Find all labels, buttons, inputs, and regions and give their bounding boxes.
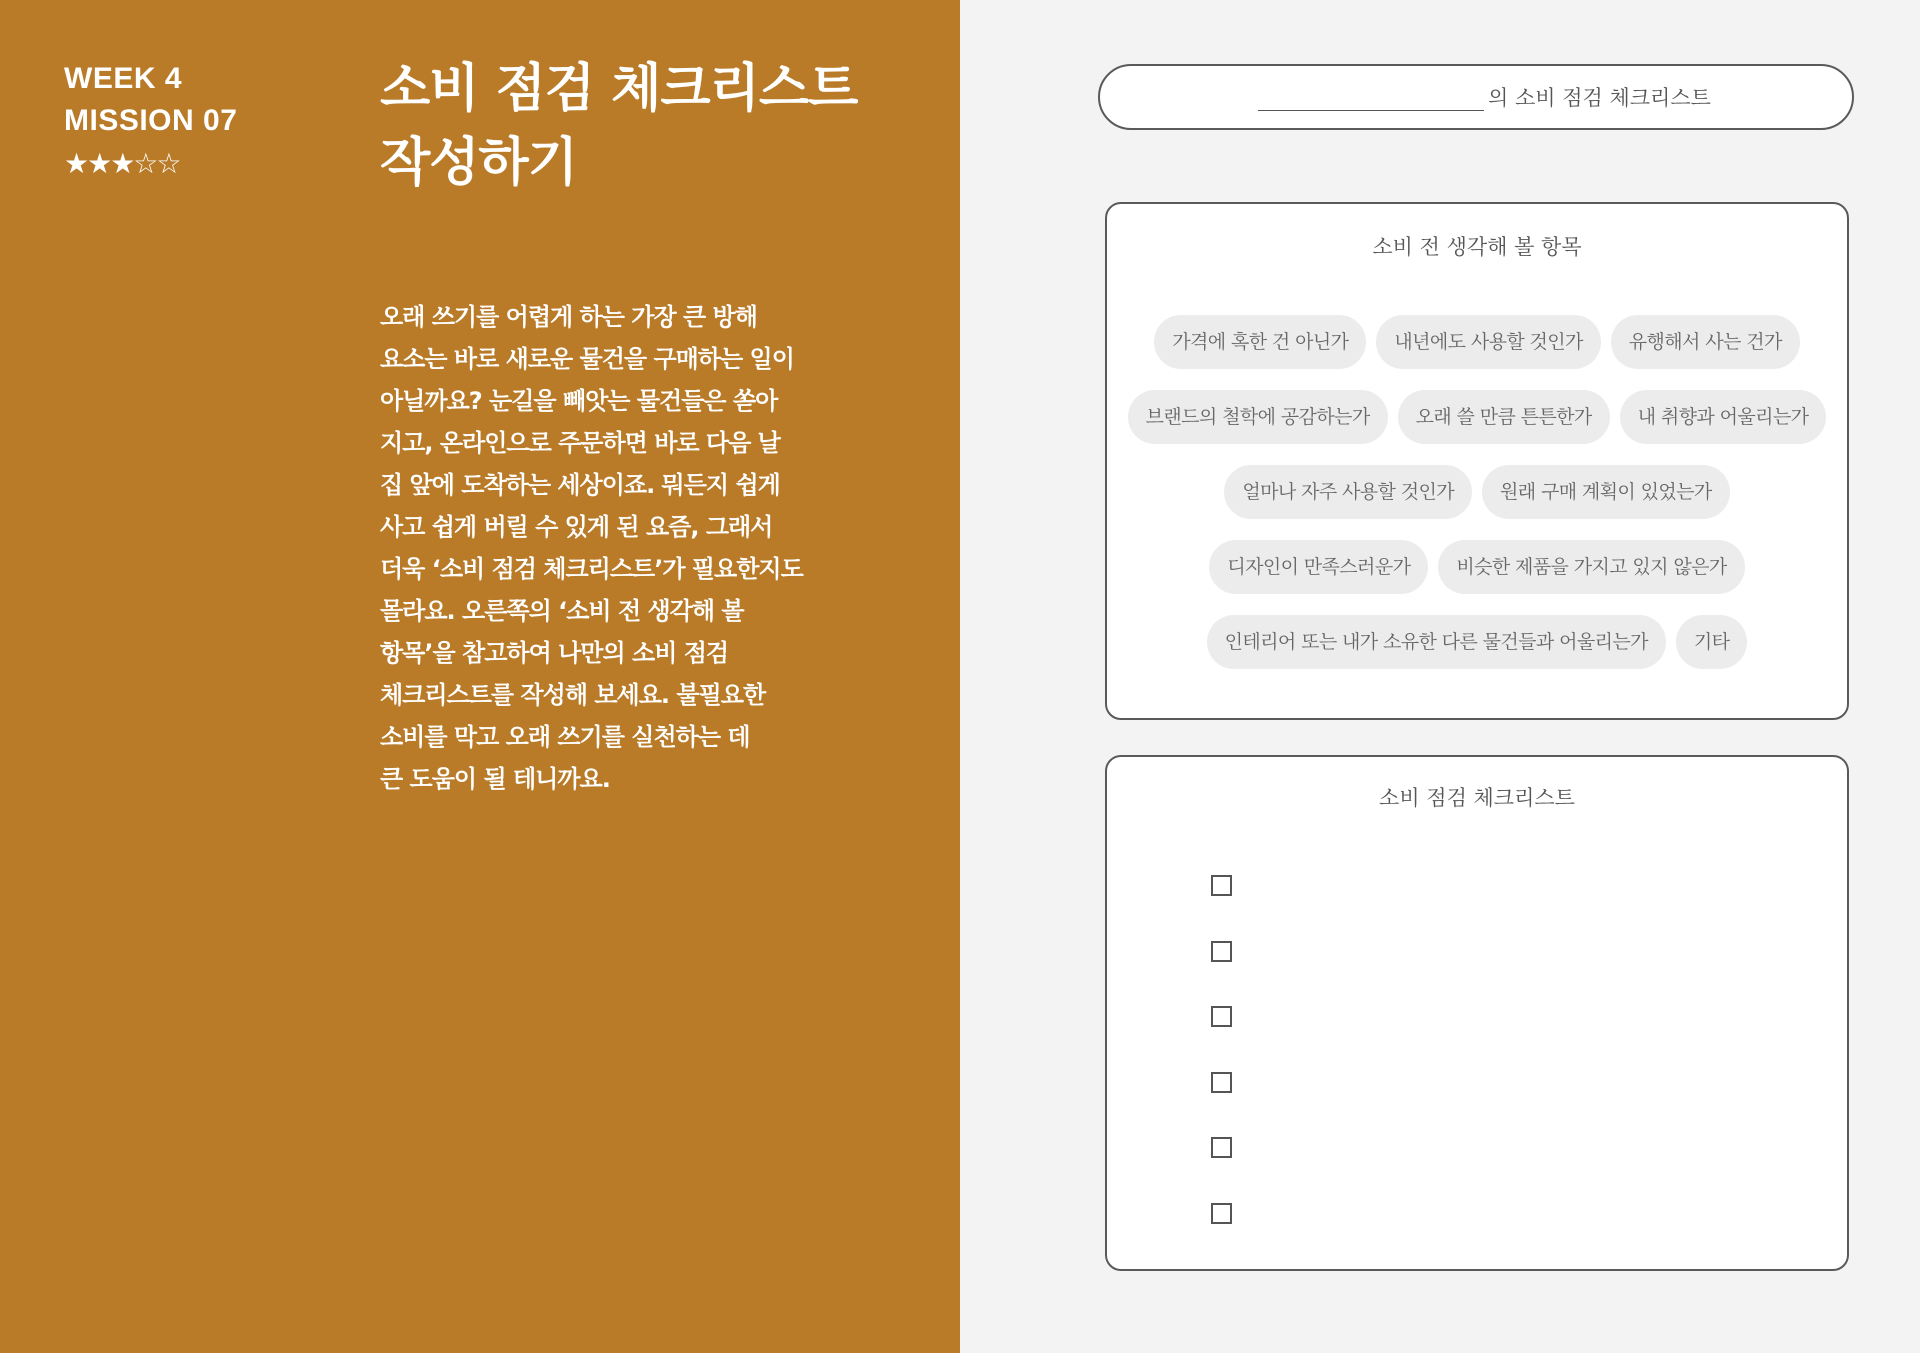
checkbox[interactable] <box>1211 941 1232 962</box>
description-line: 몰라요. 오른쪽의 ‘소비 전 생각해 볼 <box>380 597 744 625</box>
consider-chip: 내년에도 사용할 것인가 <box>1376 315 1600 369</box>
difficulty-stars: ★★★☆☆ <box>64 147 180 180</box>
description-line: 소비를 막고 오래 쓰기를 실천하는 데 <box>380 723 750 751</box>
consider-chip: 원래 구매 계획이 있었는가 <box>1482 465 1730 519</box>
description-line: 더욱 ‘소비 점검 체크리스트’가 필요한지도 <box>380 555 803 583</box>
consider-chip: 얼마나 자주 사용할 것인가 <box>1224 465 1472 519</box>
checkbox[interactable] <box>1211 1203 1232 1224</box>
description-line: 아닐까요? 눈길을 빼앗는 물건들은 쏟아 <box>380 387 778 415</box>
title-line: 작성하기 <box>380 133 577 193</box>
mission-label <box>64 58 237 142</box>
description-line: 큰 도움이 될 테니까요. <box>380 765 610 793</box>
checkbox[interactable] <box>1211 1006 1232 1027</box>
consider-chip: 오래 쓸 만큼 튼튼한가 <box>1398 390 1610 444</box>
page-title <box>380 52 900 200</box>
chip-row <box>1107 390 1847 444</box>
description-line: 오래 쓰기를 어렵게 하는 가장 큰 방해 <box>380 303 757 331</box>
consider-chip: 디자인이 만족스러운가 <box>1209 540 1428 594</box>
checklist-item <box>1211 1006 1771 1032</box>
consider-chip: 내 취향과 어울리는가 <box>1620 390 1827 444</box>
checklist-owner-bar <box>1098 64 1854 130</box>
consider-chip: 가격에 혹한 건 아닌가 <box>1154 315 1366 369</box>
description-line: 사고 쉽게 버릴 수 있게 된 요즘, 그래서 <box>380 513 773 541</box>
checklist-item <box>1211 875 1771 901</box>
description-line: 항목’을 참고하여 나만의 소비 점검 <box>380 639 729 667</box>
chip-row <box>1107 315 1847 369</box>
checklist-item <box>1211 1203 1771 1229</box>
chip-row <box>1107 465 1847 519</box>
chip-row <box>1107 540 1847 594</box>
checkbox[interactable] <box>1211 1072 1232 1093</box>
owner-name-blank[interactable] <box>1258 110 1484 111</box>
checkbox[interactable] <box>1211 1137 1232 1158</box>
owner-bar-label: 의 소비 점검 체크리스트 <box>1488 86 1711 110</box>
checklist-card <box>1105 755 1849 1271</box>
description-line: 요소는 바로 새로운 물건을 구매하는 일이 <box>380 345 794 373</box>
mission-description <box>380 296 850 800</box>
consider-items-card <box>1105 202 1849 720</box>
description-line: 지고, 온라인으로 주문하면 바로 다음 날 <box>380 429 780 457</box>
chip-row <box>1107 615 1847 669</box>
consider-chip: 유행해서 사는 건가 <box>1611 315 1800 369</box>
description-line: 체크리스트를 작성해 보세요. 불필요한 <box>380 681 766 709</box>
description-line: 집 앞에 도착하는 세상이죠. 뭐든지 쉽게 <box>380 471 780 499</box>
checklist-item <box>1211 941 1771 967</box>
checkbox[interactable] <box>1211 875 1232 896</box>
checklist-item <box>1211 1072 1771 1098</box>
consider-card-title: 소비 전 생각해 볼 항목 <box>1372 235 1582 259</box>
week-label: WEEK 4 <box>64 62 183 95</box>
checklist-card-title: 소비 점검 체크리스트 <box>1379 786 1575 810</box>
consider-chip: 기타 <box>1676 615 1748 669</box>
consider-chip: 비슷한 제품을 가지고 있지 않은가 <box>1438 540 1744 594</box>
consider-chip: 인테리어 또는 내가 소유한 다른 물건들과 어울리는가 <box>1207 615 1666 669</box>
title-line: 소비 점검 체크리스트 <box>380 59 858 119</box>
consider-chip: 브랜드의 철학에 공감하는가 <box>1128 390 1388 444</box>
checklist-item <box>1211 1137 1771 1163</box>
mission-number: MISSION 07 <box>64 104 238 137</box>
